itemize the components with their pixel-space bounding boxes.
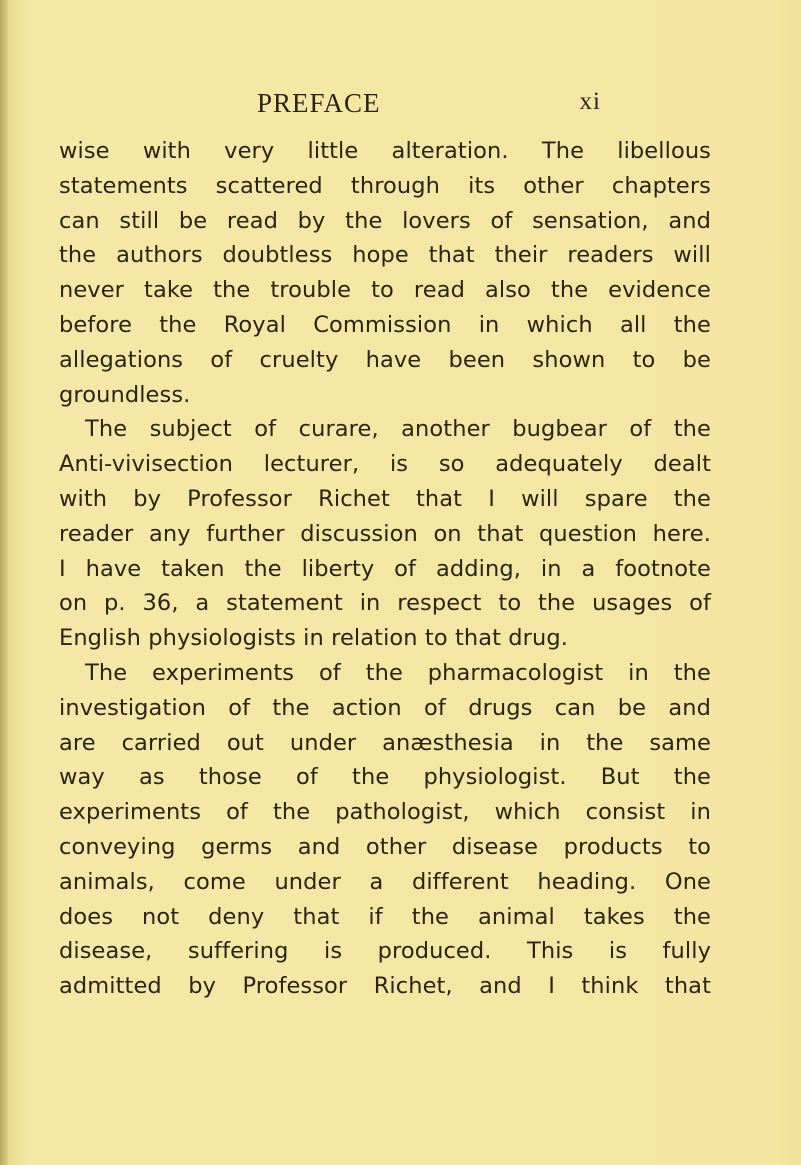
text-line: statements scattered through its other chapters [59, 172, 711, 199]
running-head [257, 88, 601, 124]
text-line: investigation of the action of drugs can be and [59, 694, 711, 721]
text-line: experiments of the pathologist, which consist in [59, 799, 711, 826]
text-line: way as those of the physiologist. But the [59, 764, 711, 791]
text-line: with by Professor Richet that I will spare the [59, 485, 711, 512]
page-gutter-edge [0, 0, 8, 1165]
text-line: animals, come under a different heading. One [59, 868, 711, 895]
text-line: on p. 36, a statement in respect to the usages of [59, 590, 711, 617]
text-line: allegations of cruelty have been shown to be [59, 346, 711, 373]
paragraph-start-line: The experiments of the pharmacologist in the [85, 659, 711, 686]
text-line: the authors doubtless hope that their readers will [59, 242, 711, 269]
page-title: PREFACE [257, 88, 381, 118]
body-text [59, 134, 711, 1004]
page-number: xi [579, 88, 601, 115]
text-line: before the Royal Commission in which all the [59, 311, 711, 338]
text-line: are carried out under anæsthesia in the same [59, 729, 711, 756]
paragraph-start-line: The subject of curare, another bugbear of the [85, 416, 711, 443]
text-line: conveying germs and other disease products to [59, 833, 711, 860]
text-line: I have taken the liberty of adding, in a footnote [59, 555, 711, 582]
text-line: admitted by Professor Richet, and I think that [59, 973, 711, 1000]
text-line: Anti-vivisection lecturer, is so adequately dealt [59, 451, 711, 478]
text-line: groundless. [59, 381, 191, 408]
text-line: never take the trouble to read also the evidence [59, 277, 711, 304]
text-line: can still be read by the lovers of sensation, and [59, 207, 711, 234]
text-line: wise with very little alteration. The libellous [59, 138, 711, 164]
text-line: English physiologists in relation to that drug. [59, 625, 569, 652]
text-line: disease, suffering is produced. This is fully [59, 938, 711, 965]
text-line: reader any further discussion on that question here. [59, 520, 711, 547]
text-line: does not deny that if the animal takes the [59, 903, 711, 930]
